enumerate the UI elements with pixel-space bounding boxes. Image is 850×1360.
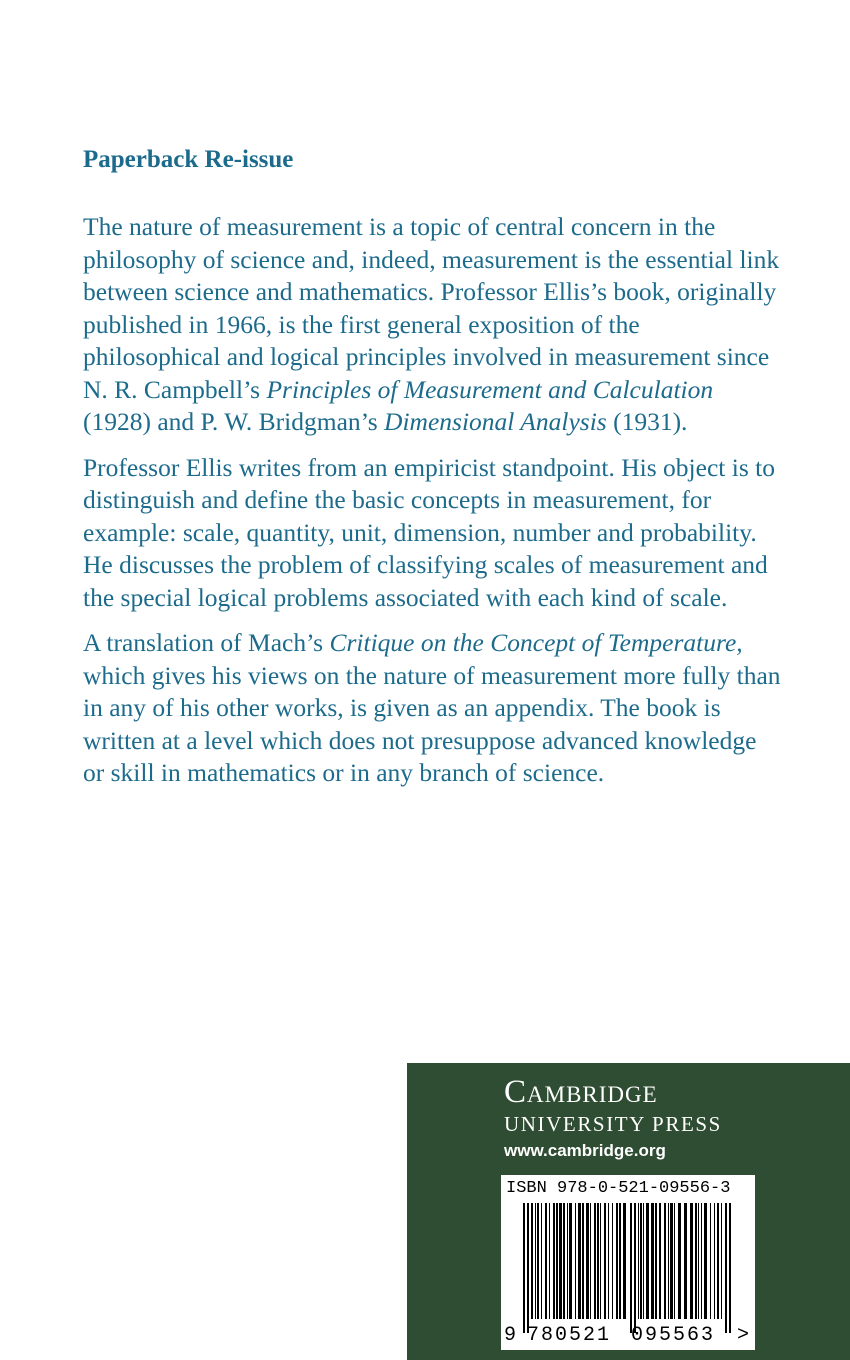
barcode-bar <box>527 1203 529 1333</box>
barcode-bar <box>674 1203 675 1319</box>
barcode-bar <box>664 1203 666 1319</box>
barcode-bar <box>729 1203 731 1333</box>
barcode-right-group: 095563 <box>631 1324 716 1347</box>
section-heading: Paperback Re-issue <box>83 146 294 173</box>
book-title-campbell: Principles of Measurement and Calculation <box>266 374 714 404</box>
barcode-bar <box>531 1203 533 1319</box>
barcode-bar <box>668 1203 669 1319</box>
barcode-bar <box>608 1203 609 1319</box>
book-title-mach: Critique on the Concept of Temperature, <box>329 628 743 657</box>
barcode-bar <box>698 1203 699 1319</box>
barcode-bar <box>582 1203 584 1319</box>
barcode-bar <box>659 1203 661 1319</box>
book-title-bridgman: Dimensional Analysis <box>384 407 607 436</box>
barcode-bar <box>634 1203 636 1333</box>
barcode-bar <box>623 1203 626 1319</box>
paragraph-1-text-c: (1931). <box>606 407 688 436</box>
barcode-left-group: 780521 <box>527 1324 612 1347</box>
barcode-bar <box>563 1203 565 1319</box>
barcode-bar <box>721 1203 722 1319</box>
barcode-bar <box>701 1203 702 1319</box>
barcode-bar <box>646 1203 649 1319</box>
barcode-bar <box>535 1203 536 1319</box>
barcode-bar <box>545 1203 547 1319</box>
barcode-bar <box>655 1203 657 1319</box>
barcode-bar <box>704 1203 707 1319</box>
publisher-url[interactable]: www.cambridge.org <box>504 1141 666 1160</box>
publisher-panel <box>407 1063 850 1360</box>
description-text <box>83 211 783 803</box>
paragraph-3 <box>83 627 783 790</box>
barcode-bar <box>612 1203 613 1319</box>
barcode-bar <box>717 1203 719 1319</box>
publisher-subtitle: UNIVERSITY PRESS <box>504 1112 722 1136</box>
barcode-bar <box>559 1203 562 1319</box>
barcode-bar <box>569 1203 572 1319</box>
barcode-bar <box>725 1203 727 1333</box>
barcode-bar <box>643 1203 644 1319</box>
paragraph-3-text-a: A translation of Mach’s <box>83 628 330 657</box>
paragraph-1-text-a: The nature of measurement is a topic of central concern in the philosophy of science and, indeed, measurement is the essential link between science and mathematics. Professor Ellis’s book, originally published in 1966, is the first general exposition of the philosophical and logical principles involved in measurement since N. R. Campbell’s <box>83 212 780 404</box>
barcode-bar <box>556 1203 558 1319</box>
barcode-bar <box>549 1203 550 1319</box>
barcode-bar <box>575 1203 576 1319</box>
barcode-bar <box>710 1203 711 1319</box>
barcode-bar <box>678 1203 681 1319</box>
isbn-label: ISBN 978-0-521-09556-3 <box>506 1179 731 1198</box>
barcode-bar <box>597 1203 599 1319</box>
barcode-bar <box>594 1203 596 1319</box>
barcode-bar <box>684 1203 687 1319</box>
publisher-name: Cambridge <box>504 1074 658 1110</box>
barcode-bar <box>553 1203 555 1319</box>
barcode-first-digit: 9 <box>504 1324 517 1347</box>
barcode-bar <box>586 1203 589 1319</box>
paragraph-1 <box>83 211 783 439</box>
barcode-box <box>501 1175 755 1350</box>
barcode-icon <box>501 1175 755 1350</box>
barcode-bar <box>619 1203 621 1319</box>
barcode-bar <box>714 1203 715 1319</box>
barcode-bar <box>600 1203 601 1319</box>
barcode-bar <box>578 1203 581 1319</box>
paragraph-2: Professor Ellis writes from an empiricist standpoint. His object is to distinguish and define the basic concepts in measurement, for example: scale, quantity, unit, dimension, number and probability. He discusses the problem of classifying scales of measurement and the special logical problems associated with each kind of scale. <box>83 452 775 612</box>
barcode-bar <box>616 1203 618 1319</box>
barcode-bar <box>523 1203 525 1333</box>
paragraph-3-text-b: which gives his views on the nature of measurement more fully than in any of his other works, is given as an appendix. The book is written at a level which does not presuppose advanced knowledge or skill in mathematics or in any branch of science. <box>83 660 781 787</box>
barcode-bar <box>651 1203 654 1319</box>
barcode-bar <box>670 1203 673 1319</box>
barcode-bar <box>541 1203 542 1319</box>
barcode-bar <box>604 1203 606 1319</box>
barcode-bar <box>537 1203 539 1319</box>
barcode-bar <box>567 1203 568 1319</box>
barcode-bar <box>590 1203 591 1319</box>
barcode-bar <box>690 1203 693 1319</box>
barcode-marker: > <box>737 1324 750 1347</box>
barcode-bar <box>695 1203 697 1319</box>
barcode-bar <box>638 1203 639 1319</box>
barcode-bar <box>630 1203 632 1333</box>
paragraph-1-text-b: (1928) and P. W. Bridgman’s <box>83 407 385 436</box>
barcode-bar <box>640 1203 642 1319</box>
